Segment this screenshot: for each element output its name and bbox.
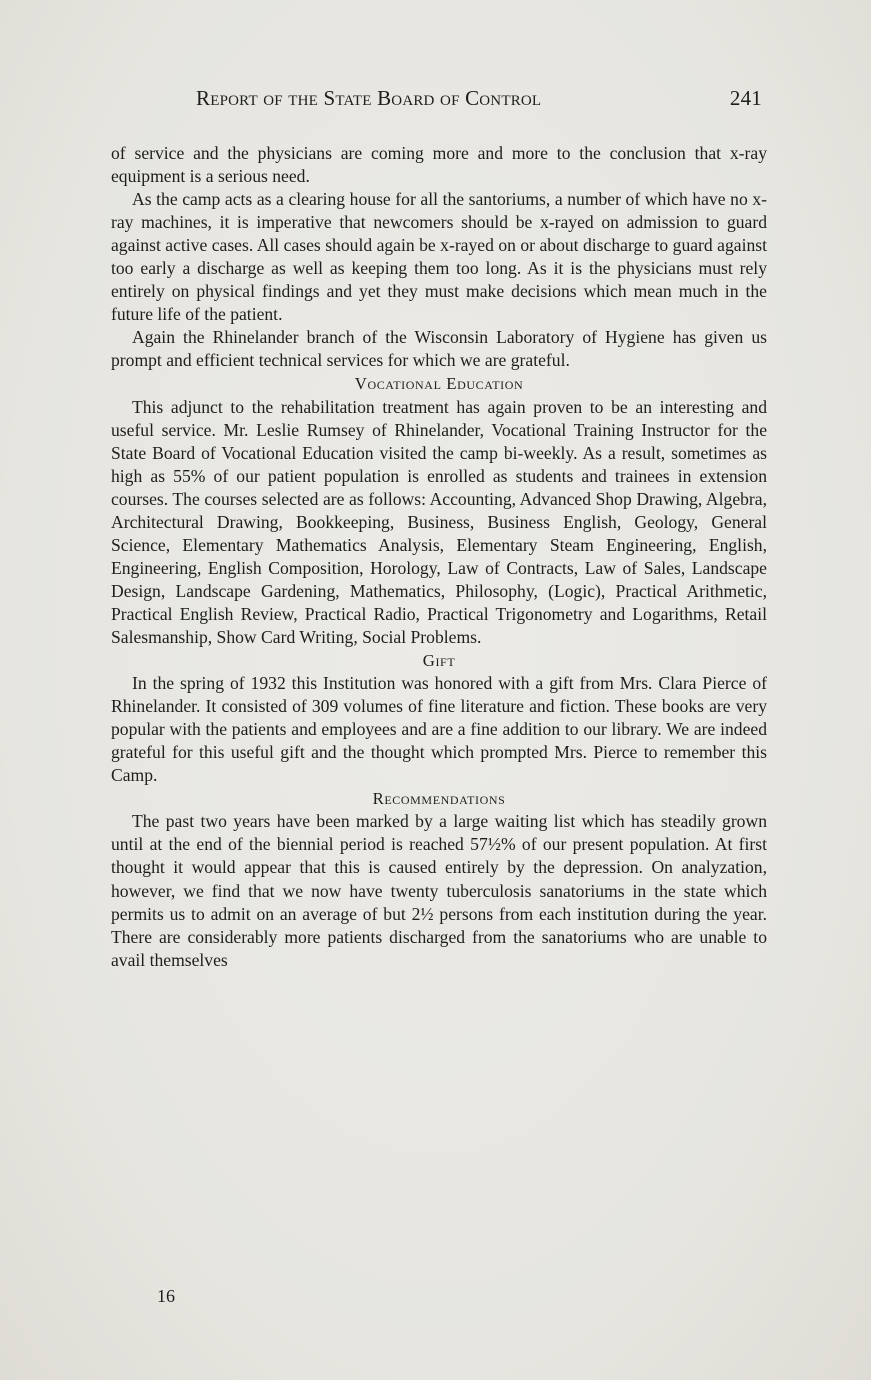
paragraph-recommendations: The past two years have been marked by a large waiting list which has steadily grown until at the end of the biennial period is reached 57½% of our present population. At first thought it would appear that this is caused entirely by the depression. On analyzation, however, we find that we now have twenty tuberculosis sanatoriums in the state which permits us to admit on an average of but 2½ persons from each institution during the year. There are considerably more patients discharged from the sanatoriums who are unable to avail themselves [111,811,767,970]
page-header [196,86,762,116]
page-number: 241 [729,86,762,110]
paragraph-xray-need: of service and the physicians are coming more and more to the conclusion that x-ray equipment is a serious need. [111,143,767,187]
paragraph-vocational: This adjunct to the rehabilitation treatment has again proven to be an interesting and useful service. Mr. Leslie Rumsey of Rhinelander, Vocational Training Instructor for the State Board of Vocational Education visited the camp bi-weekly. As a result, sometimes as high as 55% of our patient population is enrolled as students and trainees in extension courses. The courses selected are as follows: Accounting, Advanced Shop Drawing, Algebra, Architectural Drawing, Bookkeeping, Business, Business English, Geology, General Science, Elementary Mathematics Analysis, Elementary Steam Engineering, English, Engineering, English Composition, Horology, Law of Contracts, Law of Sales, Landscape Design, Landscape Gardening, Mathematics, Philosophy, (Logic), Practical Arithmetic, Practical English Review, Practical Radio, Practical Trigonometry and Logarithms, Retail Salesmanship, Show Card Writing, Social Problems. [111,396,767,647]
paragraph-gift: In the spring of 1932 this Institution was honored with a gift from Mrs. Clara Pierce of Rhinelander. It consisted of 309 volumes of fine literature and fiction. These books are very popular with the patients and employees and are a fine addition to our library. We are indeed grateful for this useful gift and the thought which prompted Mrs. Pierce to remember this Camp. [111,673,767,786]
running-title: Report of the State Board of Control [196,86,542,110]
signature-mark: 16 [157,1286,175,1306]
section-heading-vocational-education: Vocational Education [354,374,524,394]
paragraph-clearing-house: As the camp acts as a clearing house for all the santoriums, a number of which have no x-ray machines, it is imperative that newcomers should be x-rayed on admission to guard against active cases. All cases should again be x-rayed on or about discharge to guard against too early a discharge as well as keeping them too long. As it is the physicians must rely entirely on physical findings and yet they must make decisions which mean much in the future life of the patient. [111,189,767,325]
section-heading-gift: Gift [422,651,456,671]
page-body [111,142,767,972]
section-heading-recommendations: Recommendations [372,789,506,809]
paragraph-laboratory: Again the Rhinelander branch of the Wisconsin Laboratory of Hygiene has given us prompt and efficient technical services for which we are grateful. [111,327,767,371]
